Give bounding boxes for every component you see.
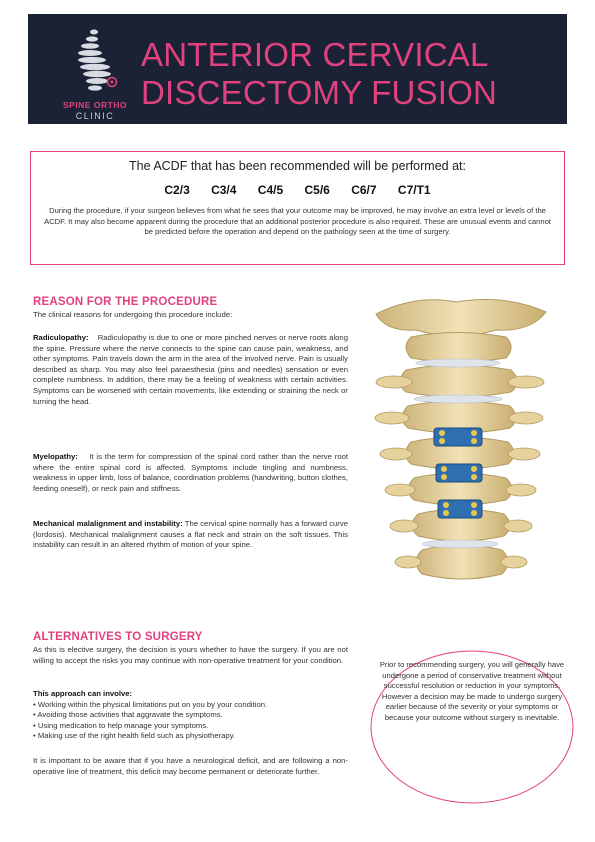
level-item: C2/3 bbox=[164, 183, 190, 197]
approach-heading: This approach can involve: bbox=[33, 689, 133, 698]
header-banner bbox=[28, 14, 567, 124]
clinic-logo bbox=[50, 22, 140, 121]
alternatives-closing: It is important to be aware that if you have a neurological deficit, and are following a non-operative line of treatment, this deficit may become permanent or deteriorate further. bbox=[33, 756, 348, 776]
radiculopathy-paragraph bbox=[33, 333, 348, 407]
alternatives-intro: As this is elective surgery, the decision is yours whether to have the surgery. If you are not willing to accept the risks you may continue with non-operative treatment for your condition. bbox=[33, 645, 348, 665]
level-item: C6/7 bbox=[351, 183, 377, 197]
levels-intro: The ACDF that has been recommended will be performed at: bbox=[129, 159, 466, 173]
myelopathy-term: Myelopathy: bbox=[33, 452, 78, 461]
malalignment-term: Mechanical malalignment and instability: bbox=[33, 519, 183, 528]
reason-intro: The clinical reasons for undergoing this procedure include: bbox=[33, 310, 233, 319]
logo-text-primary: SPINE ORTHO bbox=[62, 100, 128, 110]
alternatives-heading: ALTERNATIVES TO SURGERY bbox=[33, 631, 203, 643]
level-item: C5/6 bbox=[304, 183, 330, 197]
logo-text-secondary: CLINIC bbox=[75, 111, 115, 121]
reason-heading: REASON FOR THE PROCEDURE bbox=[33, 296, 218, 308]
myelopathy-text: It is the term for compression of the spinal cord rather than the nerve root where the entire spinal cord is affected. Symptoms include tingling and numbness, weakness in upper limb, loss of balance, coordination problems (handwriting, button clothes, feeding oneself), or neck pain and stiffness. bbox=[33, 452, 349, 493]
title-line-2: DISCECTOMY FUSION bbox=[141, 74, 498, 111]
list-item: • Working within the physical limitations put on you by your condition. bbox=[33, 700, 348, 711]
page-title bbox=[141, 36, 561, 112]
cervical-spine-illustration bbox=[356, 292, 561, 592]
title-line-1: ANTERIOR CERVICAL bbox=[141, 36, 489, 73]
level-item: C4/5 bbox=[257, 183, 284, 197]
myelopathy-paragraph bbox=[33, 452, 348, 494]
spine-logo-icon bbox=[50, 22, 140, 100]
radiculopathy-text: Radiculopathy is due to one or more pinched nerves or nerve roots along the spine. Pressure where the nerve connects to the spine can cause pain, weakness, and other symptoms. Pain travels down the arm in the area of the involved nerve. Pain is usually described as sharp. You may also feel paraesthesia (pins and needles) sensation or even complete numbness. In addition, there may be a feeling of weakness with certain activities. Symptoms can be worsened with certain movements, like extending or straining the neck or turning the head. bbox=[33, 333, 348, 406]
approach-list bbox=[33, 700, 348, 742]
callout-text: Prior to recommending surgery, you will generally have undergone a period of conservative treatment without successful resolution or reduction in your symptoms. However a decision may be made to undergo surgery earlier because of the severity or your symptoms or because your outcome without surgery is inevitable. bbox=[379, 660, 565, 722]
radiculopathy-term: Radiculopathy: bbox=[33, 333, 89, 342]
list-item: • Using medication to help manage your symptoms. bbox=[33, 721, 348, 732]
malalignment-text: The cervical spine normally has a forward curve (lordosis). Mechanical malalignment causes a flat neck and strain on the soft tissues. This instability can result in an altered rhythm of motion of your spine. bbox=[33, 519, 348, 550]
approach-section bbox=[33, 689, 348, 742]
levels-list bbox=[31, 183, 564, 197]
list-item: • Making use of the right health field such as physiotherapy. bbox=[33, 731, 348, 742]
level-item: C7/T1 bbox=[397, 183, 431, 197]
malalignment-paragraph bbox=[33, 519, 348, 551]
list-item: • Avoiding those activities that aggravate the symptoms. bbox=[33, 710, 348, 721]
level-item: C3/4 bbox=[211, 183, 237, 197]
levels-note: During the procedure, if your surgeon believes from what he sees that your outcome may be improved, he may involve an extra level or levels of the ACDF. It may also become apparent during the procedure that an additional posterior procedure is also required. These are unusual events and cannot be predicted before the operation and depend on the pathology seen at the time of surgery. bbox=[44, 206, 551, 236]
levels-panel bbox=[30, 151, 565, 265]
implant-plates bbox=[434, 428, 482, 518]
